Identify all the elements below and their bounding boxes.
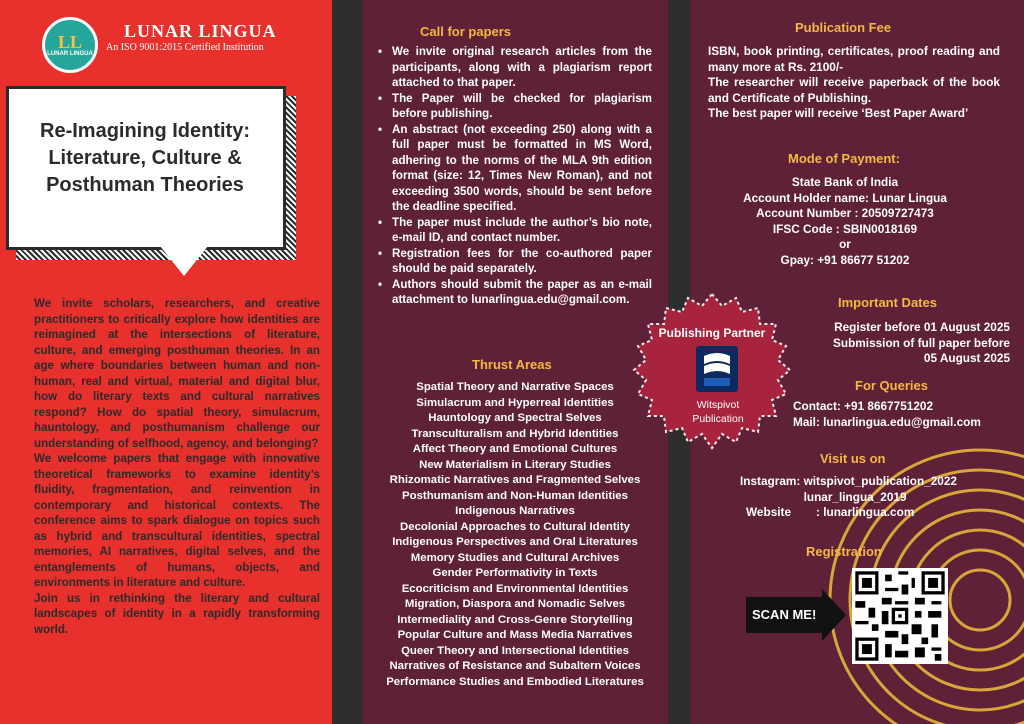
queries-heading: For Queries xyxy=(855,378,928,393)
divider-strip xyxy=(332,0,362,724)
list-item: Narratives of Resistance and Subaltern Voices xyxy=(389,660,641,672)
intro-text: We invite scholars, researchers, and creative practitioners to critically explore how identities are reimagined at the intersections of literature, culture, and emerging posthuman theories. In an age where boundaries between human and non-human, real and virtual, material and digital blur, how do literary texts and cultural narratives respond? How do spatial theory, simulacrum, hauntology, and posthumanism challenge our understanding of selfhood, agency, and belonging? We welcome papers that engage with innovative theoretical frameworks to examine identity’s fluidity, fragmentation, and reinvention in contemporary and historical contexts. The conference aims to spark dialogue on topics such as hybrid and transcultural identities, spectral memories, AI narratives, digital selves, and the entanglements of humans, objects, and environments in literature and culture. Join us in rethinking the literary and cultural landscapes of identity in a rapidly transforming world. xyxy=(34,297,320,636)
publication-fee-heading: Publication Fee xyxy=(795,20,892,35)
conference-title: Re-Imagining Identity: Literature, Culture & Posthuman Theories xyxy=(40,120,250,196)
list-item: • We invite original research articles from the participants, along with a plagiarism report attached to that paper. xyxy=(376,44,652,91)
instagram-handle[interactable]: lunar_lingua_2019 xyxy=(803,489,907,504)
list-item: • Authors should submit the paper as an e-mail attachment to lunarlingua.edu@gmail.com. xyxy=(376,277,652,308)
list-item: Posthumanism and Non-Human Identities xyxy=(402,489,628,502)
list-item: Ecocriticism and Environmental Identities xyxy=(401,582,629,595)
queries-contact: Contact: +91 8667751202 Mail: lunarlingua.edu@gmail.com xyxy=(793,399,981,429)
visit-heading: Visit us on xyxy=(820,451,886,466)
list-item: Hauntology and Spectral Selves xyxy=(428,412,602,424)
payment-heading: Mode of Payment: xyxy=(788,151,900,166)
brand-name: LUNAR LINGUA xyxy=(124,21,277,41)
book-icon xyxy=(696,346,738,392)
scan-me-label: SCAN ME! xyxy=(752,607,817,622)
list-item: • The Paper will be checked for plagiarism before publishing. xyxy=(376,91,652,122)
partner-label: Publishing Partner xyxy=(658,326,766,340)
list-item: Spatial Theory and Narrative Spaces xyxy=(416,381,614,393)
list-item: Decolonial Approaches to Cultural Identity xyxy=(400,520,630,533)
list-item: • An abstract (not exceeding 250) along with a full paper must be formatted in MS Word, adhering to the norms of the MLA 9th edition format (size: 12, Times New Roman), and not exceeding 3500 words, should be sent before the deadline specified. xyxy=(376,122,652,215)
list-item: Rhizomatic Narratives and Fragmented Selves xyxy=(389,474,641,486)
witspivot-logo xyxy=(696,346,738,392)
bubble-tail xyxy=(160,246,208,276)
list-item: Indigenous Narratives xyxy=(455,505,575,517)
list-item: Intermediality and Cross-Genre Storytelling xyxy=(397,613,633,626)
call-for-papers-heading: Call for papers xyxy=(420,24,512,39)
list-item: Transculturalism and Hybrid Identities xyxy=(411,427,619,440)
list-item: Popular Culture and Mass Media Narratives xyxy=(397,629,633,641)
payment-details: State Bank of India Account Holder name: Lunar Lingua Account Number : 20509727473 IFSC Code : SBIN0018169 or Gpay: +91 86677 51202 xyxy=(743,175,947,267)
website-link[interactable]: : lunarlingua.com xyxy=(816,505,915,520)
list-item: Gender Performativity in Texts xyxy=(432,567,598,579)
list-item: New Materialism in Literary Studies xyxy=(419,458,611,471)
thrust-areas-heading: Thrust Areas xyxy=(472,357,552,372)
list-item: Migration, Diaspora and Nomadic Selves xyxy=(404,598,626,610)
list-item: • The paper must include the author’s bio note, e-mail ID, and contact number. xyxy=(376,215,652,246)
list-item: Memory Studies and Cultural Archives xyxy=(410,551,620,564)
brand-subtitle: An ISO 9001:2015 Certified Institution xyxy=(106,42,264,53)
social-links: Instagram: witspivot_publication_2022 lunar_lingua_2019 Website : lunarlingua.com xyxy=(740,474,957,520)
publication-fee-text: ISBN, book printing, certificates, proof reading and many more at Rs. 2100/- The researcher will receive paperback of the book and Certificate of Publishing. The best paper will receive ‘Best Paper Award’ xyxy=(708,44,1000,121)
list-item: Indigenous Perspectives and Oral Literatures xyxy=(392,536,638,548)
instagram-handle[interactable]: witspivot_publication_2022 xyxy=(803,474,957,488)
important-dates: Register before 01 August 2025 Submission of full paper before 05 August 2025 xyxy=(833,320,1010,366)
partner-name: Witspivot Publication xyxy=(692,399,744,425)
list-item: Performance Studies and Embodied Literatures xyxy=(386,675,644,688)
registration-heading: Registration xyxy=(806,544,882,559)
call-for-papers-list xyxy=(376,44,652,308)
important-dates-heading: Important Dates xyxy=(838,295,937,310)
list-item: Queer Theory and Intersectional Identities xyxy=(401,644,629,657)
thrust-areas-list xyxy=(362,380,668,690)
list-item: Simulacrum and Hyperreal Identities xyxy=(416,396,614,409)
registration-qr-code[interactable] xyxy=(852,568,948,664)
lunar-lingua-logo: LL LUNAR LINGUA xyxy=(42,17,98,73)
list-item: • Registration fees for the co-authored paper should be paid separately. xyxy=(376,246,652,277)
list-item: Affect Theory and Emotional Cultures xyxy=(412,443,618,455)
